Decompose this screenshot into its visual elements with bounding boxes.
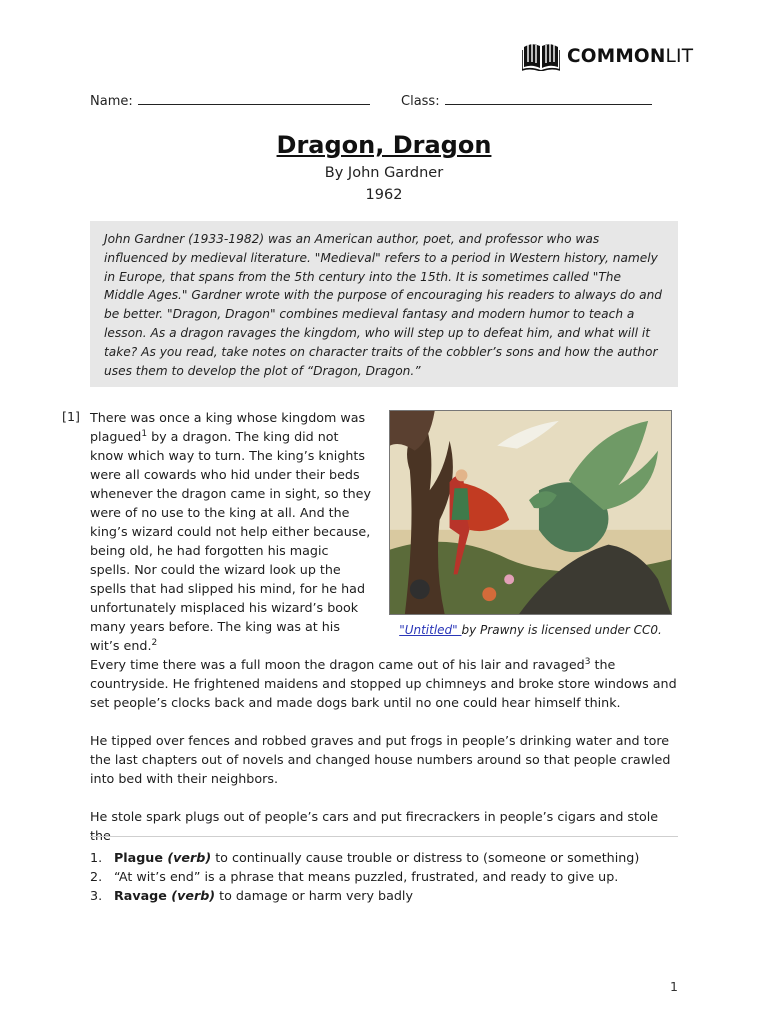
class-blank[interactable]	[445, 92, 652, 105]
paragraph-1: There was once a king whose kingdom was plagued$^1$ by a dragon. The king did not know which way to turn. The king’s knights were all cowards who hid under their beds whenever the dragon came in sight, so they were of no use to the king at all. And the king’s wizard could not help either because, being old, he had forgotten his magic spells. Nor could the wizard look up the spells that had slipped his mind, for he had unfortunately misplaced his wizard’s book many years before. The king was at his wit’s end.$^2$	[90, 410, 371, 653]
story-illustration	[389, 410, 672, 615]
paragraph-3: He tipped over fences and robbed graves and put frogs in people’s drinking water and tore the last chapters out of novels and changed house numbers around so that people crawled into bed with their neighbors.	[90, 733, 671, 786]
class-field	[401, 92, 652, 109]
image-caption: "Untitled" by Prawny is licensed under CC0.	[399, 623, 662, 637]
footnote-item: 2. “At wit’s end” is a phrase that means puzzled, frustrated, and ready to give up.	[90, 869, 619, 884]
footnote-divider	[90, 836, 678, 837]
footnote-ref-2: 2	[151, 637, 158, 648]
byline: By John Gardner	[324, 165, 444, 181]
footnote-ref-3: 3	[584, 656, 591, 667]
intro-box	[90, 221, 678, 387]
name-field	[90, 92, 370, 109]
paragraph-number: [1]	[62, 409, 80, 424]
open-book-icon	[522, 41, 560, 71]
page-number: 1	[670, 979, 678, 994]
footnote-ref-1: 1	[141, 428, 148, 439]
name-label: Name:	[90, 94, 133, 109]
footnotes-list	[90, 848, 678, 905]
class-label: Class:	[401, 94, 440, 109]
intro-text: John Gardner (1933-1982) was an American author, poet, and professor who was influenced by medieval literature. "Medieval" refers to a period in Western history, namely in Europe, that spans from the 5th century into the 15th. It is sometimes called "The Middle Ages." Gardner wrote with the purpose of encouraging his readers to always do and be better. "Dragon, Dragon" combines medieval fantasy and modern humor to teach a lesson. As a dragon ravages the kingdom, who will step up to defeat him, and what will it take? As you read, take notes on character traits of the cobbler’s sons and how the author uses them to develop the plot of “Dragon, Dragon.”	[104, 232, 663, 378]
name-blank[interactable]	[138, 92, 370, 105]
commonlit-logo	[522, 41, 693, 71]
paragraph-4: He stole spark plugs out of people’s cars and put firecrackers in people’s cigars and stole the	[90, 809, 659, 843]
brand-name: COMMONLIT	[567, 45, 694, 67]
paragraph-2: Every time there was a full moon the dragon came out of his lair and ravaged$^3$ the countryside. He frightened maidens and stopped up chimneys and broke store windows and set people’s clocks back and made dogs bark until no one could hear himself think.	[90, 656, 677, 710]
image-source-link[interactable]: "Untitled"	[399, 623, 462, 637]
footnote-item: 1. Plague (verb) to continually cause trouble or distress to (someone or something)	[90, 850, 640, 865]
footnote-item: 3. Ravage (verb) to damage or harm very badly	[90, 888, 413, 903]
publication-year: 1962	[365, 187, 403, 203]
page-title: Dragon, Dragon	[276, 131, 492, 159]
